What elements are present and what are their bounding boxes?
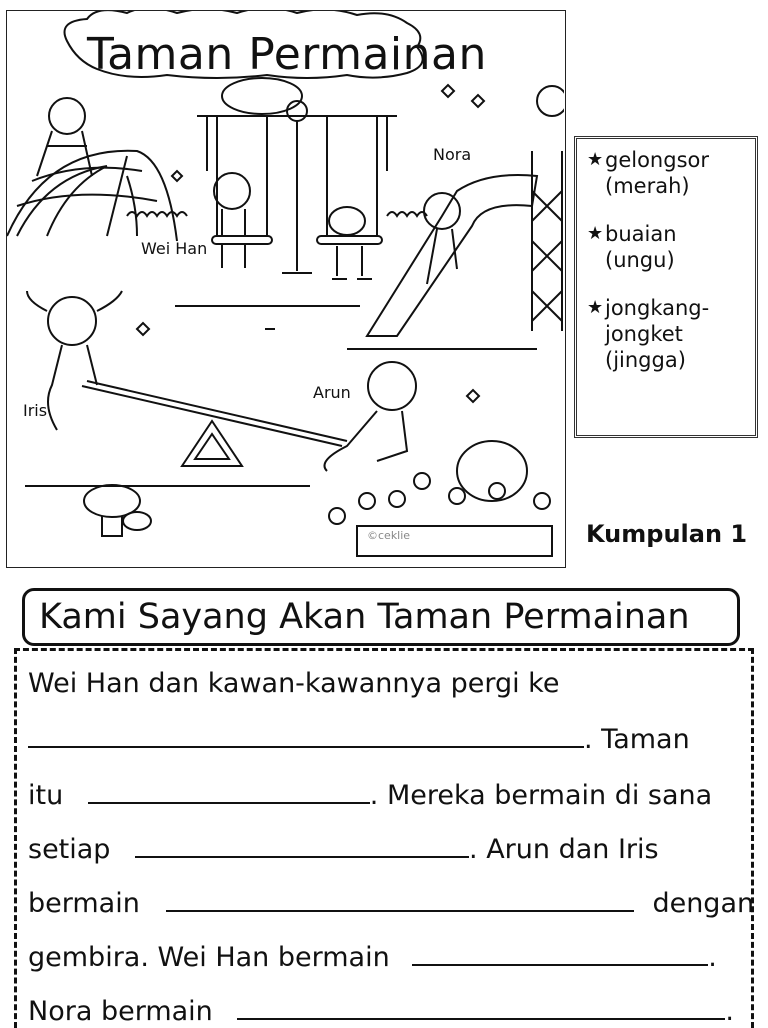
- passage-text: .: [725, 996, 734, 1027]
- passage-text: gembira. Wei Han bermain: [28, 942, 390, 973]
- watermark: ©ceklie: [367, 529, 411, 542]
- passage-line-7: [28, 994, 734, 1027]
- answer-blank[interactable]: [166, 886, 634, 912]
- answer-blank[interactable]: [88, 778, 370, 804]
- label-arun: Arun: [313, 383, 351, 402]
- answer-blank[interactable]: [28, 722, 584, 748]
- label-wei-han: Wei Han: [141, 239, 208, 258]
- label-iris: Iris: [23, 401, 48, 420]
- answer-blank[interactable]: [237, 994, 725, 1020]
- scene-title: Taman Permainan: [87, 29, 487, 80]
- legend-item-gelongsor: [587, 147, 749, 199]
- label-nora: Nora: [433, 145, 472, 164]
- passage-text: Wei Han dan kawan-kawannya pergi ke: [28, 668, 560, 699]
- playground-illustration: [6, 10, 566, 568]
- passage-line-5: [28, 886, 754, 919]
- star-icon: ★: [587, 223, 604, 244]
- color-legend: [574, 136, 758, 438]
- passage-text: . Taman: [584, 724, 690, 755]
- playground-drawing: [7, 11, 564, 566]
- star-icon: ★: [587, 149, 604, 170]
- legend-color: (ungu): [605, 248, 675, 272]
- legend-name: gelongsor: [605, 148, 709, 172]
- answer-blank[interactable]: [135, 832, 469, 858]
- passage-text: . Arun dan Iris: [469, 834, 659, 865]
- passage-text: . Mereka bermain di sana: [369, 780, 713, 811]
- passage-line-4: [28, 832, 659, 865]
- passage-line-6: [28, 940, 717, 973]
- passage-text: bermain: [28, 888, 140, 919]
- passage-text: setiap: [28, 834, 111, 865]
- group-label: Kumpulan 1: [586, 520, 748, 548]
- legend-color: (jingga): [605, 348, 686, 372]
- passage-line-2: [28, 722, 690, 755]
- legend-name-cont: jongket: [605, 322, 683, 346]
- passage-text: .: [708, 942, 717, 973]
- legend-item-buaian: [587, 221, 749, 273]
- legend-name: jongkang-: [605, 296, 710, 320]
- legend-name: buaian: [605, 222, 677, 246]
- answer-blank[interactable]: [412, 940, 708, 966]
- passage-text: dengan: [652, 888, 755, 919]
- passage-text: itu: [28, 780, 64, 811]
- passage-line-1: [28, 668, 559, 699]
- passage-text: Nora bermain: [28, 996, 213, 1027]
- passage-line-3: [28, 778, 712, 811]
- legend-color: (merah): [605, 174, 690, 198]
- star-icon: ★: [587, 297, 604, 318]
- legend-item-jongkang-jongket: [587, 295, 749, 373]
- worksheet-title: Kami Sayang Akan Taman Permainan: [22, 588, 740, 646]
